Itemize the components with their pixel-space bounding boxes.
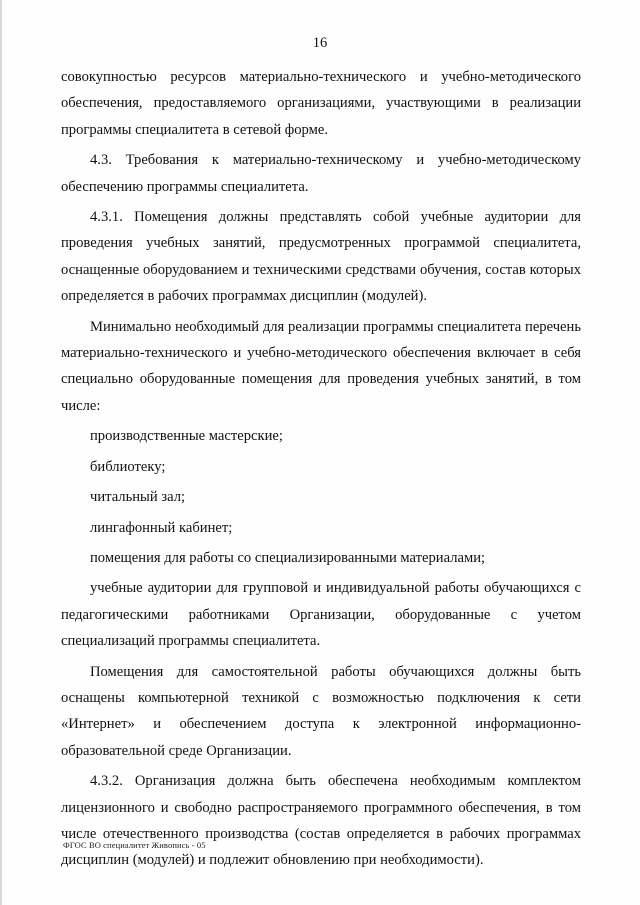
list-item: производственные мастерские;: [90, 428, 283, 445]
paragraph-self-study-rooms: Помещения для самостоятельной работы обучающихся должны быть оснащены компьютерной техникой с возможностью подключения к сети «Интернет» и обеспечением доступа к электронной информационно-образовательной среде Организации.: [61, 663, 581, 759]
page-body: [61, 64, 581, 874]
list-item: помещения для работы со специализированными материалами;: [90, 549, 486, 566]
page-number: 16: [312, 35, 328, 51]
list-item: библиотеку;: [90, 458, 166, 475]
scan-edge: [0, 0, 2, 905]
document-footer: ФГОС ВО специалитет Живопись - 05: [63, 840, 206, 850]
section-heading-4-3: 4.3. Требования к материально-техническому и учебно-методическому обеспечению программы специалитета.: [61, 152, 581, 195]
paragraph-continuation: совокупностью ресурсов материально-технического и учебно-методического обеспечения, предоставляемого организациями, участвующими в реализации программы специалитета в сетевой форме.: [61, 69, 581, 138]
paragraph-minimum-list-intro: Минимально необходимый для реализации программы специалитета перечень материально-технического и учебно-методического обеспечения включает в себя специально оборудованные помещения для проведения учебных занятий, в том числе:: [61, 318, 581, 414]
list-item: лингафонный кабинет;: [90, 519, 233, 536]
list-item: читальный зал;: [90, 489, 186, 506]
paragraph-classrooms: учебные аудитории для групповой и индивидуальной работы обучающихся с педагогическими работниками Организации, оборудованные с учетом специализаций программы специалитета.: [61, 580, 581, 650]
paragraph-4-3-2: 4.3.2. Организация должна быть обеспечена необходимым комплектом лицензионного и свободно распространяемого программного обеспечения, в том числе отечественного производства (состав определяется в рабочих программах дисциплин (модулей) и подлежит обновлению при необходимости).: [61, 773, 581, 869]
paragraph-4-3-1: 4.3.1. Помещения должны представлять собой учебные аудитории для проведения учебных занятий, предусмотренных программой специалитета, оснащенные оборудованием и техническими средствами обучения, состав которых определяется в рабочих программах дисциплин (модулей).: [61, 209, 581, 305]
